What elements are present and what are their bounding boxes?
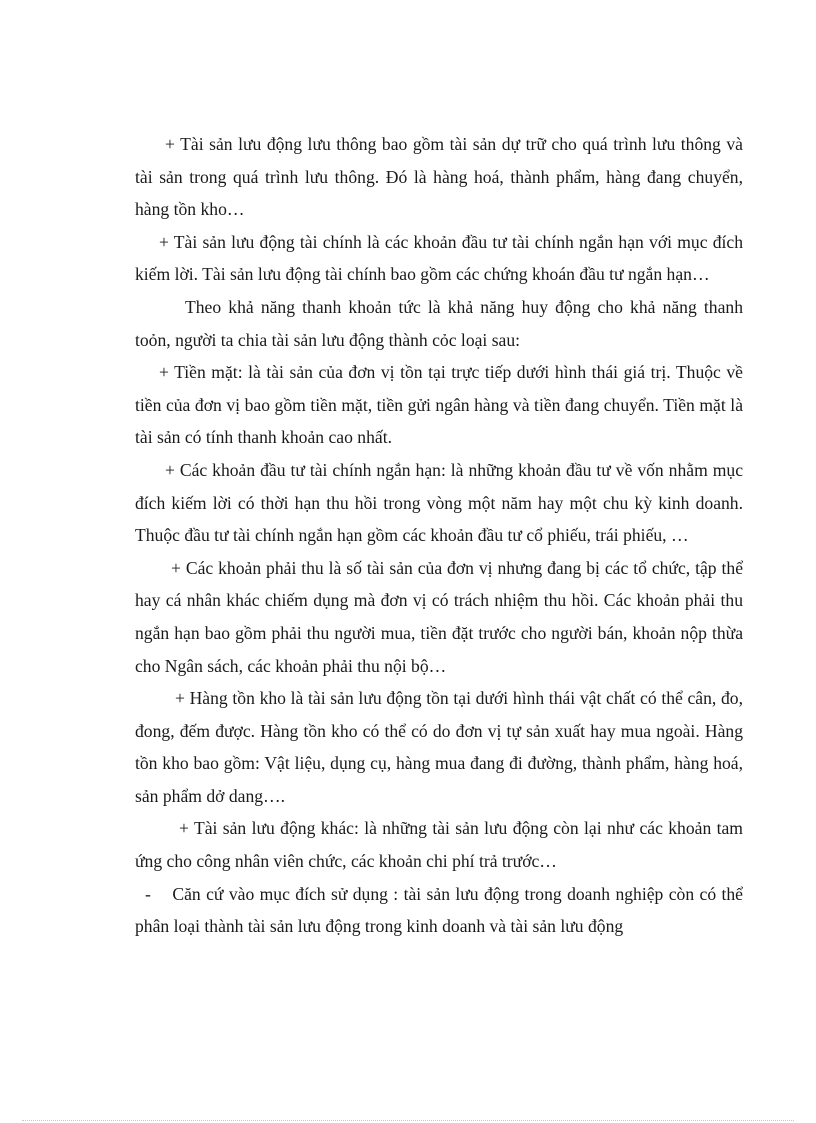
paragraph-thanh-khoan: Theo khả năng thanh khoản tức là khả năng huy động cho khả năng thanh toỏn, người ta chia tài sản lưu động thành cỏc loại sau: (135, 296, 743, 350)
page-bottom-divider (22, 1120, 794, 1121)
paragraph-tai-chinh: + Tài sản lưu động tài chính là các khoản đầu tư tài chính ngắn hạn với mục đích kiếm lời. Tài sản lưu động tài chính bao gồm các chứng khoán đầu tư ngắn hạn… (135, 231, 743, 285)
paragraph-tien-mat: + Tiền mặt: là tài sản của đơn vị tồn tại trực tiếp dưới hình thái giá trị. Thuộc về tiền của đơn vị bao gồm tiền mặt, tiền gửi ngân hàng và tiền đang chuyển. Tiền mặt là tài sản có tính thanh khoản cao nhất. (135, 362, 743, 448)
paragraph-muc-dich-su-dung: - Căn cứ vào mục đích sử dụng : tài sản lưu động trong doanh nghiệp còn có thể phân loại thành tài sản lưu động trong kinh doanh và tài sản lưu động (135, 883, 748, 937)
paragraph-tsld-khac: + Tài sản lưu động khác: là những tài sản lưu động còn lại như các khoản tam ứng cho công nhân viên chức, các khoản chi phí trả trước… (135, 818, 743, 872)
paragraph-dau-tu-ngan-han: + Các khoản đầu tư tài chính ngắn hạn: là những khoản đầu tư về vốn nhằm mục đích kiếm lời có thời hạn thu hồi trong vòng một năm hay một chu kỳ kinh doanh. Thuộc đầu tư tài chính ngắn hạn gồm các khoản đầu tư cổ phiếu, trái phiếu, … (135, 459, 743, 546)
paragraph-luu-thong: + Tài sản lưu động lưu thông bao gồm tài sản dự trữ cho quá trình lưu thông và tài sản trong quá trình lưu thông. Đó là hàng hoá, thành phẩm, hàng đang chuyển, hàng tồn kho… (135, 134, 743, 220)
document-body (135, 128, 748, 943)
paragraph-phai-thu: + Các khoản phải thu là số tài sản của đơn vị nhưng đang bị các tổ chức, tập thể hay cá nhân khác chiếm dụng mà đơn vị có trách nhiệm thu hồi. Các khoản phải thu ngắn hạn bao gồm phải thu người mua, tiền đặt trước cho người bán, khoản nộp thừa cho Ngân sách, các khoản phải thu nội bộ… (135, 557, 743, 676)
paragraph-hang-ton-kho: + Hàng tồn kho là tài sản lưu động tồn tại dưới hình thái vật chất có thể cân, đo, đong, đếm được. Hàng tồn kho có thể có do đơn vị tự sản xuất hay mua ngoài. Hàng tồn kho bao gồm: Vật liệu, dụng cụ, hàng mua đang đi đường, thành phẩm, hàng hoá, sản phẩm dở dang…. (135, 688, 743, 806)
